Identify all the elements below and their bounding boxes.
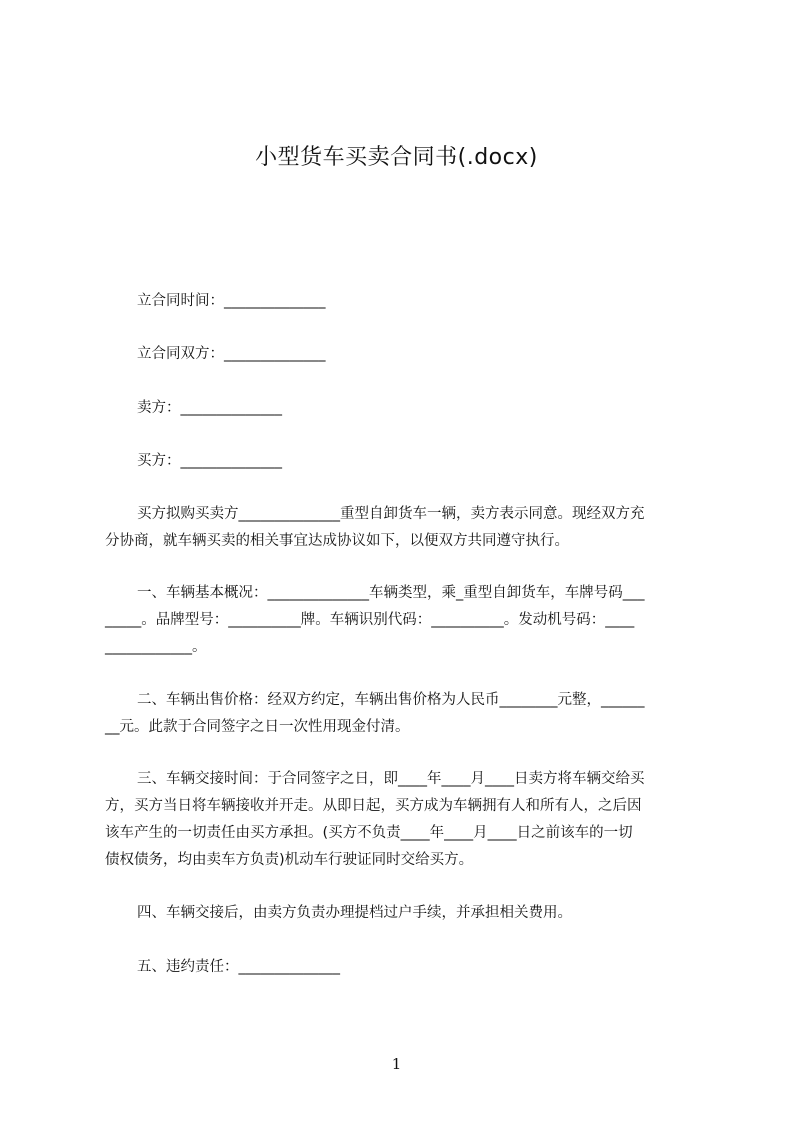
clause-line: 三、车辆交接时间：于合同签字之日，即____年____月____日卖方将车辆交给买	[137, 771, 645, 787]
contract-parties-field: 立合同双方：______________	[137, 346, 326, 362]
clause-line: 二、车辆出售价格：经双方约定，车辆出售价格为人民币________元整，______	[137, 692, 645, 708]
clause-line: ____________。	[105, 639, 207, 655]
clause-line: 四、车辆交接后，由卖方负责办理提档过户手续，并承担相关费用。	[137, 905, 572, 921]
clause-line: 五、违约责任：______________	[137, 959, 340, 975]
document-title: 小型货车买卖合同书(.docx)	[255, 145, 538, 170]
buyer-field: 买方：______________	[137, 453, 282, 469]
contract-time-field: 立合同时间：______________	[137, 293, 326, 309]
clause-line: 方，买方当日将车辆接收并开走。从即日起，买方成为车辆拥有人和所有人，之后因	[105, 798, 642, 814]
seller-field: 卖方：______________	[137, 400, 282, 416]
clause-line: 该车产生的一切责任由买方承担。(买方不负责____年____月____日之前该车的一切	[105, 825, 633, 841]
clause-line: 一、车辆基本概况：______________车辆类型，乘_重型自卸货车，车牌号码___	[137, 585, 645, 601]
clause-line: 债权债务，均由卖车方负责)机动车行驶证同时交给买方。	[105, 852, 474, 868]
clause-line: __元。此款于合同签字之日一次性用现金付清。	[105, 719, 410, 735]
page-number: 1	[391, 1055, 402, 1073]
intro-line: 买方拟购买卖方______________重型自卸货车一辆，卖方表示同意。现经双方充	[137, 506, 645, 522]
clause-line: _____。品牌型号：__________牌。车辆识别代码：__________。发动机号码：____	[105, 612, 635, 628]
intro-line: 分协商，就车辆买卖的相关事宜达成协议如下，以便双方共同遵守执行。	[105, 533, 569, 549]
